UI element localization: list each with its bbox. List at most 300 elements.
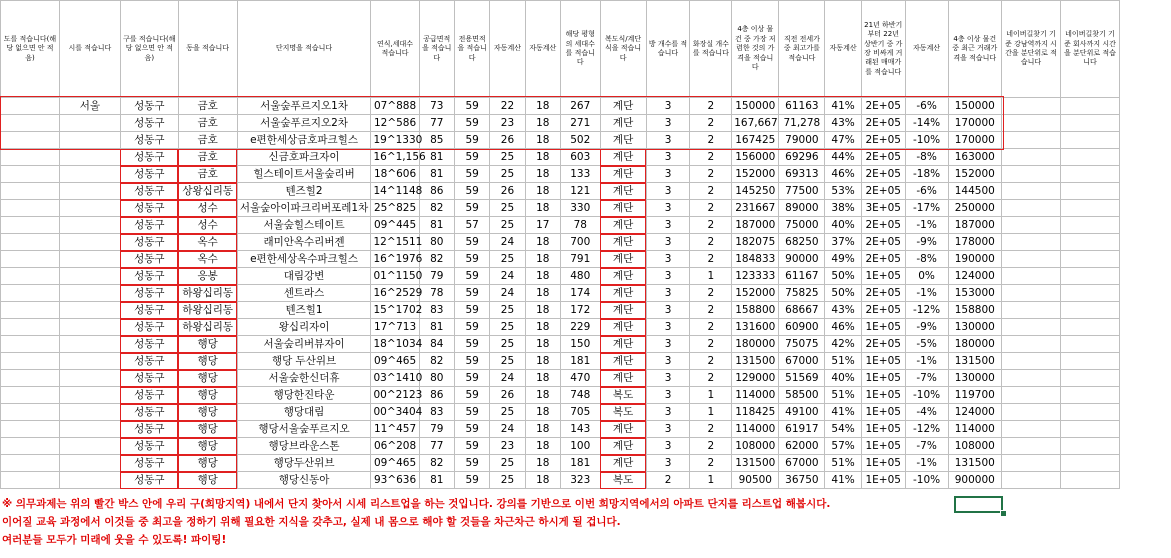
header-cell[interactable]: 21년 하반기부터 22년 상반기 중 가장 비싸게 거래된 매매가를 적습니다 xyxy=(861,1,905,98)
cell-year[interactable]: 19^1330 xyxy=(371,132,419,149)
cell-baths[interactable]: 2 xyxy=(690,455,732,472)
cell-gu[interactable]: 성동구 xyxy=(120,200,178,217)
cell-rooms[interactable]: 3 xyxy=(646,387,690,404)
cell-dong[interactable]: 금호 xyxy=(178,132,237,149)
cell-jeonse[interactable]: 51569 xyxy=(779,370,825,387)
cell-change[interactable]: -1% xyxy=(905,285,948,302)
cell-auto2[interactable]: 18 xyxy=(525,438,560,455)
cell-year[interactable]: 15^1702 xyxy=(371,302,419,319)
cell-dong[interactable]: 상왕십리동 xyxy=(178,183,237,200)
cell-jeonse[interactable]: 90000 xyxy=(779,251,825,268)
cell-e2[interactable] xyxy=(1060,336,1119,353)
cell-auto1[interactable]: 25 xyxy=(490,200,525,217)
cell-dong[interactable]: 옥수 xyxy=(178,234,237,251)
cell-e2[interactable] xyxy=(1060,115,1119,132)
cell-name[interactable]: 텐즈힐2 xyxy=(237,183,371,200)
cell-auto1[interactable]: 22 xyxy=(490,98,525,115)
cell-e2[interactable] xyxy=(1060,98,1119,115)
cell-max_sale[interactable]: 1E+05 xyxy=(861,387,905,404)
cell-type[interactable]: 계단 xyxy=(600,132,646,149)
cell-exclusive[interactable]: 59 xyxy=(454,115,489,132)
cell-supply[interactable]: 73 xyxy=(419,98,454,115)
cell-auto1[interactable]: 25 xyxy=(490,319,525,336)
cell-auto1[interactable]: 25 xyxy=(490,472,525,489)
cell-auto1[interactable]: 25 xyxy=(490,455,525,472)
cell-change[interactable]: -10% xyxy=(905,472,948,489)
cell-jeonse[interactable]: 67000 xyxy=(779,455,825,472)
cell-year[interactable]: 01^1150 xyxy=(371,268,419,285)
cell-e1[interactable] xyxy=(1002,353,1061,370)
cell-do[interactable] xyxy=(1,98,60,115)
cell-baths[interactable]: 2 xyxy=(690,132,732,149)
cell-ratio[interactable]: 53% xyxy=(825,183,861,200)
cell-jeonse[interactable]: 71,278 xyxy=(779,115,825,132)
cell-recent[interactable]: 144500 xyxy=(948,183,1002,200)
cell-gu[interactable]: 성동구 xyxy=(120,455,178,472)
cell-e2[interactable] xyxy=(1060,302,1119,319)
cell-do[interactable] xyxy=(1,336,60,353)
cell-si[interactable] xyxy=(59,132,120,149)
cell-name[interactable]: 서울숲푸르지오2차 xyxy=(237,115,371,132)
cell-si[interactable] xyxy=(59,251,120,268)
cell-recent[interactable]: 131500 xyxy=(948,353,1002,370)
cell-auto2[interactable]: 18 xyxy=(525,149,560,166)
cell-type[interactable]: 계단 xyxy=(600,302,646,319)
cell-type[interactable]: 계단 xyxy=(600,336,646,353)
cell-year[interactable]: 25^825 xyxy=(371,200,419,217)
cell-name[interactable]: 행당 두산위브 xyxy=(237,353,371,370)
cell-e2[interactable] xyxy=(1060,353,1119,370)
cell-dong[interactable]: 행당 xyxy=(178,455,237,472)
cell-recent[interactable]: 119700 xyxy=(948,387,1002,404)
cell-households[interactable]: 78 xyxy=(560,217,600,234)
cell-auto2[interactable]: 18 xyxy=(525,115,560,132)
cell-do[interactable] xyxy=(1,472,60,489)
cell-change[interactable]: -6% xyxy=(905,98,948,115)
cell-households[interactable]: 181 xyxy=(560,353,600,370)
cell-exclusive[interactable]: 59 xyxy=(454,404,489,421)
cell-gu[interactable]: 성동구 xyxy=(120,353,178,370)
cell-baths[interactable]: 2 xyxy=(690,302,732,319)
cell-recent[interactable]: 150000 xyxy=(948,98,1002,115)
cell-type[interactable]: 복도 xyxy=(600,472,646,489)
cell-auto1[interactable]: 25 xyxy=(490,404,525,421)
cell-dong[interactable]: 행당 xyxy=(178,421,237,438)
cell-auto2[interactable]: 18 xyxy=(525,302,560,319)
cell-si[interactable]: 서울 xyxy=(59,98,120,115)
cell-auto2[interactable]: 18 xyxy=(525,268,560,285)
cell-e2[interactable] xyxy=(1060,183,1119,200)
cell-name[interactable]: 텐즈힐1 xyxy=(237,302,371,319)
cell-price[interactable]: 131500 xyxy=(732,353,779,370)
cell-do[interactable] xyxy=(1,200,60,217)
cell-max_sale[interactable]: 3E+05 xyxy=(861,200,905,217)
cell-baths[interactable]: 2 xyxy=(690,353,732,370)
cell-si[interactable] xyxy=(59,302,120,319)
cell-e1[interactable] xyxy=(1002,438,1061,455)
cell-baths[interactable]: 1 xyxy=(690,472,732,489)
cell-e1[interactable] xyxy=(1002,183,1061,200)
cell-ratio[interactable]: 43% xyxy=(825,302,861,319)
cell-jeonse[interactable]: 61163 xyxy=(779,98,825,115)
cell-supply[interactable]: 77 xyxy=(419,438,454,455)
cell-change[interactable]: -18% xyxy=(905,166,948,183)
cell-supply[interactable]: 78 xyxy=(419,285,454,302)
cell-rooms[interactable]: 3 xyxy=(646,183,690,200)
cell-do[interactable] xyxy=(1,387,60,404)
cell-change[interactable]: -4% xyxy=(905,404,948,421)
cell-recent[interactable]: 163000 xyxy=(948,149,1002,166)
cell-rooms[interactable]: 3 xyxy=(646,404,690,421)
cell-ratio[interactable]: 51% xyxy=(825,353,861,370)
cell-year[interactable]: 11^457 xyxy=(371,421,419,438)
cell-auto1[interactable]: 26 xyxy=(490,132,525,149)
cell-e2[interactable] xyxy=(1060,200,1119,217)
cell-e2[interactable] xyxy=(1060,455,1119,472)
header-cell[interactable]: 네이버길찾기 기준 강남역까지 시간을 분단위로 적습니다 xyxy=(1002,1,1061,98)
cell-exclusive[interactable]: 59 xyxy=(454,302,489,319)
header-cell[interactable]: 동을 적습니다 xyxy=(178,1,237,98)
cell-year[interactable]: 07^888 xyxy=(371,98,419,115)
cell-auto2[interactable]: 18 xyxy=(525,370,560,387)
cell-ratio[interactable]: 38% xyxy=(825,200,861,217)
cell-si[interactable] xyxy=(59,183,120,200)
cell-dong[interactable]: 행당 xyxy=(178,438,237,455)
cell-si[interactable] xyxy=(59,336,120,353)
cell-auto2[interactable]: 17 xyxy=(525,217,560,234)
cell-type[interactable]: 계단 xyxy=(600,455,646,472)
cell-jeonse[interactable]: 75075 xyxy=(779,336,825,353)
cell-change[interactable]: -1% xyxy=(905,217,948,234)
cell-e2[interactable] xyxy=(1060,166,1119,183)
cell-exclusive[interactable]: 59 xyxy=(454,268,489,285)
header-cell[interactable]: 자동계산 xyxy=(525,1,560,98)
cell-max_sale[interactable]: 1E+05 xyxy=(861,472,905,489)
cell-change[interactable]: -10% xyxy=(905,387,948,404)
cell-e2[interactable] xyxy=(1060,251,1119,268)
cell-supply[interactable]: 81 xyxy=(419,319,454,336)
cell-dong[interactable]: 응봉 xyxy=(178,268,237,285)
cell-baths[interactable]: 2 xyxy=(690,183,732,200)
cell-e1[interactable] xyxy=(1002,336,1061,353)
cell-price[interactable]: 131500 xyxy=(732,455,779,472)
cell-type[interactable]: 계단 xyxy=(600,166,646,183)
cell-ratio[interactable]: 41% xyxy=(825,404,861,421)
header-cell[interactable]: 공급면적을 적습니다 xyxy=(419,1,454,98)
cell-ratio[interactable]: 41% xyxy=(825,98,861,115)
cell-ratio[interactable]: 37% xyxy=(825,234,861,251)
cell-name[interactable]: 행당서울숲푸르지오 xyxy=(237,421,371,438)
cell-jeonse[interactable]: 62000 xyxy=(779,438,825,455)
cell-e1[interactable] xyxy=(1002,132,1061,149)
header-cell[interactable]: 구를 적습니다(해당 없으면 안 적음) xyxy=(120,1,178,98)
cell-price[interactable]: 182075 xyxy=(732,234,779,251)
cell-exclusive[interactable]: 59 xyxy=(454,353,489,370)
cell-e2[interactable] xyxy=(1060,217,1119,234)
cell-year[interactable]: 03^1410 xyxy=(371,370,419,387)
cell-households[interactable]: 133 xyxy=(560,166,600,183)
cell-price[interactable]: 150000 xyxy=(732,98,779,115)
cell-ratio[interactable]: 47% xyxy=(825,132,861,149)
cell-si[interactable] xyxy=(59,370,120,387)
cell-type[interactable]: 계단 xyxy=(600,149,646,166)
cell-jeonse[interactable]: 58500 xyxy=(779,387,825,404)
cell-year[interactable]: 18^606 xyxy=(371,166,419,183)
cell-auto2[interactable]: 18 xyxy=(525,421,560,438)
cell-max_sale[interactable]: 2E+05 xyxy=(861,98,905,115)
cell-price[interactable]: 114000 xyxy=(732,387,779,404)
cell-price[interactable]: 231667 xyxy=(732,200,779,217)
cell-jeonse[interactable]: 79000 xyxy=(779,132,825,149)
cell-e1[interactable] xyxy=(1002,387,1061,404)
header-cell[interactable]: 연식,세대수 적습니다 xyxy=(371,1,419,98)
cell-e2[interactable] xyxy=(1060,132,1119,149)
cell-name[interactable]: 행당신동아 xyxy=(237,472,371,489)
cell-recent[interactable]: 170000 xyxy=(948,115,1002,132)
cell-e2[interactable] xyxy=(1060,268,1119,285)
cell-year[interactable]: 12^586 xyxy=(371,115,419,132)
cell-si[interactable] xyxy=(59,268,120,285)
cell-si[interactable] xyxy=(59,455,120,472)
cell-supply[interactable]: 77 xyxy=(419,115,454,132)
cell-baths[interactable]: 2 xyxy=(690,115,732,132)
cell-households[interactable]: 271 xyxy=(560,115,600,132)
cell-si[interactable] xyxy=(59,387,120,404)
cell-e1[interactable] xyxy=(1002,268,1061,285)
header-cell[interactable]: 화장실 개수를 적습니다 xyxy=(690,1,732,98)
cell-max_sale[interactable]: 2E+05 xyxy=(861,336,905,353)
cell-dong[interactable]: 행당 xyxy=(178,404,237,421)
cell-rooms[interactable]: 2 xyxy=(646,472,690,489)
cell-auto2[interactable]: 18 xyxy=(525,251,560,268)
cell-jeonse[interactable]: 77500 xyxy=(779,183,825,200)
cell-gu[interactable]: 성동구 xyxy=(120,98,178,115)
cell-si[interactable] xyxy=(59,115,120,132)
cell-supply[interactable]: 81 xyxy=(419,217,454,234)
cell-ratio[interactable]: 51% xyxy=(825,387,861,404)
cell-name[interactable]: 서울숲한신더휴 xyxy=(237,370,371,387)
cell-do[interactable] xyxy=(1,251,60,268)
cell-type[interactable]: 계단 xyxy=(600,268,646,285)
cell-auto2[interactable]: 18 xyxy=(525,98,560,115)
header-cell[interactable]: 방 개수를 적습니다 xyxy=(646,1,690,98)
cell-ratio[interactable]: 50% xyxy=(825,285,861,302)
cell-change[interactable]: -10% xyxy=(905,132,948,149)
cell-recent[interactable]: 900000 xyxy=(948,472,1002,489)
cell-year[interactable]: 00^2123 xyxy=(371,387,419,404)
header-cell[interactable]: 4층 이상 물건 중 최근 거래가격을 적습니다 xyxy=(948,1,1002,98)
cell-type[interactable]: 계단 xyxy=(600,217,646,234)
cell-dong[interactable]: 성수 xyxy=(178,217,237,234)
cell-e1[interactable] xyxy=(1002,251,1061,268)
cell-baths[interactable]: 1 xyxy=(690,387,732,404)
cell-do[interactable] xyxy=(1,370,60,387)
cell-change[interactable]: 0% xyxy=(905,268,948,285)
cell-auto2[interactable]: 18 xyxy=(525,183,560,200)
cell-baths[interactable]: 2 xyxy=(690,421,732,438)
cell-type[interactable]: 복도 xyxy=(600,404,646,421)
cell-supply[interactable]: 81 xyxy=(419,149,454,166)
cell-auto1[interactable]: 24 xyxy=(490,234,525,251)
cell-jeonse[interactable]: 68667 xyxy=(779,302,825,319)
cell-baths[interactable]: 2 xyxy=(690,149,732,166)
cell-si[interactable] xyxy=(59,404,120,421)
cell-baths[interactable]: 2 xyxy=(690,98,732,115)
cell-gu[interactable]: 성동구 xyxy=(120,183,178,200)
cell-recent[interactable]: 130000 xyxy=(948,370,1002,387)
cell-recent[interactable]: 131500 xyxy=(948,455,1002,472)
cell-baths[interactable]: 2 xyxy=(690,217,732,234)
cell-type[interactable]: 계단 xyxy=(600,319,646,336)
cell-auto2[interactable]: 18 xyxy=(525,387,560,404)
cell-year[interactable]: 16^1976 xyxy=(371,251,419,268)
cell-households[interactable]: 100 xyxy=(560,438,600,455)
cell-jeonse[interactable]: 67000 xyxy=(779,353,825,370)
cell-recent[interactable]: 124000 xyxy=(948,404,1002,421)
cell-dong[interactable]: 행당 xyxy=(178,370,237,387)
cell-auto1[interactable]: 25 xyxy=(490,217,525,234)
cell-si[interactable] xyxy=(59,438,120,455)
cell-name[interactable]: 행당한진타운 xyxy=(237,387,371,404)
cell-exclusive[interactable]: 59 xyxy=(454,455,489,472)
cell-price[interactable]: 108000 xyxy=(732,438,779,455)
cell-name[interactable]: 서울숲리버뷰자이 xyxy=(237,336,371,353)
cell-baths[interactable]: 1 xyxy=(690,404,732,421)
cell-price[interactable]: 118425 xyxy=(732,404,779,421)
cell-households[interactable]: 700 xyxy=(560,234,600,251)
cell-rooms[interactable]: 3 xyxy=(646,353,690,370)
cell-rooms[interactable]: 3 xyxy=(646,455,690,472)
active-cell-selection[interactable] xyxy=(954,496,1003,513)
cell-do[interactable] xyxy=(1,132,60,149)
cell-supply[interactable]: 85 xyxy=(419,132,454,149)
cell-supply[interactable]: 79 xyxy=(419,421,454,438)
cell-households[interactable]: 470 xyxy=(560,370,600,387)
cell-rooms[interactable]: 3 xyxy=(646,319,690,336)
cell-baths[interactable]: 1 xyxy=(690,268,732,285)
cell-price[interactable]: 129000 xyxy=(732,370,779,387)
cell-auto1[interactable]: 23 xyxy=(490,115,525,132)
cell-price[interactable]: 167,667 xyxy=(732,115,779,132)
cell-do[interactable] xyxy=(1,149,60,166)
cell-dong[interactable]: 행당 xyxy=(178,387,237,404)
cell-households[interactable]: 502 xyxy=(560,132,600,149)
cell-e2[interactable] xyxy=(1060,387,1119,404)
cell-baths[interactable]: 2 xyxy=(690,319,732,336)
cell-type[interactable]: 계단 xyxy=(600,285,646,302)
cell-dong[interactable]: 금호 xyxy=(178,166,237,183)
cell-dong[interactable]: 하왕십리동 xyxy=(178,285,237,302)
cell-supply[interactable]: 82 xyxy=(419,200,454,217)
cell-gu[interactable]: 성동구 xyxy=(120,149,178,166)
cell-si[interactable] xyxy=(59,285,120,302)
cell-ratio[interactable]: 54% xyxy=(825,421,861,438)
cell-gu[interactable]: 성동구 xyxy=(120,132,178,149)
cell-auto1[interactable]: 25 xyxy=(490,166,525,183)
cell-e2[interactable] xyxy=(1060,149,1119,166)
cell-si[interactable] xyxy=(59,319,120,336)
cell-baths[interactable]: 2 xyxy=(690,370,732,387)
cell-name[interactable]: 대림강변 xyxy=(237,268,371,285)
cell-exclusive[interactable]: 59 xyxy=(454,234,489,251)
cell-exclusive[interactable]: 59 xyxy=(454,132,489,149)
cell-auto1[interactable]: 24 xyxy=(490,421,525,438)
cell-recent[interactable]: 114000 xyxy=(948,421,1002,438)
cell-do[interactable] xyxy=(1,183,60,200)
cell-baths[interactable]: 2 xyxy=(690,251,732,268)
cell-si[interactable] xyxy=(59,217,120,234)
cell-auto1[interactable]: 26 xyxy=(490,387,525,404)
cell-type[interactable]: 계단 xyxy=(600,353,646,370)
cell-max_sale[interactable]: 2E+05 xyxy=(861,115,905,132)
cell-price[interactable]: 180000 xyxy=(732,336,779,353)
cell-name[interactable]: 서울숲아이파크리버포레1차 xyxy=(237,200,371,217)
cell-exclusive[interactable]: 59 xyxy=(454,370,489,387)
cell-name[interactable]: e편한세상금호파크힐스 xyxy=(237,132,371,149)
cell-e1[interactable] xyxy=(1002,319,1061,336)
cell-e2[interactable] xyxy=(1060,319,1119,336)
cell-type[interactable]: 복도 xyxy=(600,387,646,404)
cell-max_sale[interactable]: 2E+05 xyxy=(861,149,905,166)
cell-supply[interactable]: 80 xyxy=(419,234,454,251)
cell-recent[interactable]: 130000 xyxy=(948,319,1002,336)
cell-year[interactable]: 16^2529 xyxy=(371,285,419,302)
cell-change[interactable]: -12% xyxy=(905,302,948,319)
cell-recent[interactable]: 153000 xyxy=(948,285,1002,302)
cell-do[interactable] xyxy=(1,404,60,421)
cell-e2[interactable] xyxy=(1060,421,1119,438)
header-cell[interactable]: 자동계산 xyxy=(825,1,861,98)
cell-recent[interactable]: 180000 xyxy=(948,336,1002,353)
cell-do[interactable] xyxy=(1,421,60,438)
cell-dong[interactable]: 행당 xyxy=(178,353,237,370)
cell-price[interactable]: 152000 xyxy=(732,285,779,302)
cell-households[interactable]: 181 xyxy=(560,455,600,472)
cell-name[interactable]: 래미안옥수리버젠 xyxy=(237,234,371,251)
cell-price[interactable]: 123333 xyxy=(732,268,779,285)
cell-e1[interactable] xyxy=(1002,421,1061,438)
cell-gu[interactable]: 성동구 xyxy=(120,472,178,489)
cell-baths[interactable]: 2 xyxy=(690,285,732,302)
cell-ratio[interactable]: 46% xyxy=(825,319,861,336)
cell-gu[interactable]: 성동구 xyxy=(120,217,178,234)
cell-rooms[interactable]: 3 xyxy=(646,200,690,217)
cell-recent[interactable]: 170000 xyxy=(948,132,1002,149)
cell-ratio[interactable]: 40% xyxy=(825,370,861,387)
cell-rooms[interactable]: 3 xyxy=(646,251,690,268)
cell-change[interactable]: -6% xyxy=(905,183,948,200)
cell-households[interactable]: 480 xyxy=(560,268,600,285)
cell-dong[interactable]: 금호 xyxy=(178,115,237,132)
cell-exclusive[interactable]: 59 xyxy=(454,319,489,336)
cell-name[interactable]: 신금호파크자이 xyxy=(237,149,371,166)
cell-year[interactable]: 09^465 xyxy=(371,455,419,472)
cell-baths[interactable]: 2 xyxy=(690,438,732,455)
cell-households[interactable]: 267 xyxy=(560,98,600,115)
cell-households[interactable]: 748 xyxy=(560,387,600,404)
cell-rooms[interactable]: 3 xyxy=(646,132,690,149)
cell-households[interactable]: 143 xyxy=(560,421,600,438)
cell-exclusive[interactable]: 59 xyxy=(454,438,489,455)
cell-ratio[interactable]: 57% xyxy=(825,438,861,455)
cell-exclusive[interactable]: 59 xyxy=(454,421,489,438)
cell-name[interactable]: 행당두산위브 xyxy=(237,455,371,472)
cell-do[interactable] xyxy=(1,234,60,251)
cell-dong[interactable]: 행당 xyxy=(178,472,237,489)
cell-exclusive[interactable]: 59 xyxy=(454,183,489,200)
cell-exclusive[interactable]: 59 xyxy=(454,472,489,489)
cell-gu[interactable]: 성동구 xyxy=(120,336,178,353)
